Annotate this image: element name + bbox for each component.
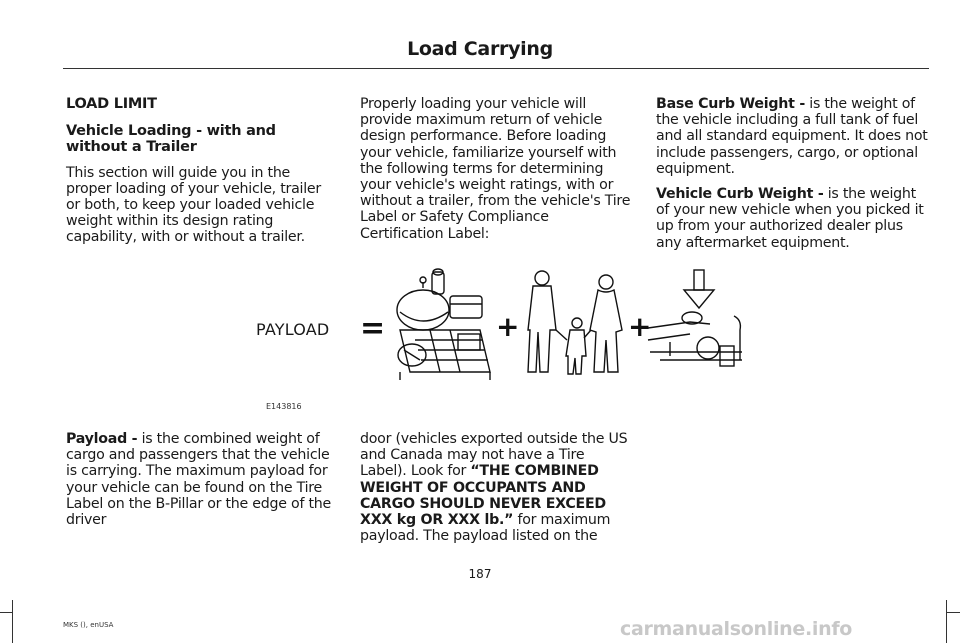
- continuation-text-a: door (vehicles exported outside the US and Canada may not have a Tire Label). Look for: [360, 431, 628, 480]
- base-curb-weight-term: Base Curb Weight -: [656, 96, 805, 112]
- column-3-top: [656, 96, 932, 260]
- column-2-bottom: [360, 431, 632, 553]
- column-2-top: [360, 96, 632, 251]
- column-1-top: [66, 96, 334, 255]
- base-curb-weight-text: is the weight of the vehicle including a full tank of fuel and all standard equipment. It does not include passengers, cargo, or optional equipment.: [656, 96, 928, 177]
- intro-paragraph: This section will guide you in the proper loading of your vehicle, trailer or both, to keep your loaded vehicle weight within its design rating capability, with or without a trailer.: [66, 164, 321, 246]
- combined-weight-warning: “THE COMBINED WEIGHT OF OCCUPANTS AND CARGO SHOULD NEVER EXCEED XXX kg OR XXX lb.”: [360, 463, 606, 529]
- payload-label: PAYLOAD: [256, 320, 330, 339]
- section-title: LOAD LIMIT: [66, 96, 157, 112]
- crop-mark-right-vertical: [946, 600, 947, 643]
- crop-mark-left-horizontal: [0, 612, 12, 613]
- payload-paragraph: [66, 431, 334, 528]
- payload-illustration: [250, 260, 750, 420]
- plus-sign-2: +: [628, 310, 652, 343]
- base-curb-weight-paragraph: [656, 96, 932, 177]
- continuation-text-b: for maximum payload. The payload listed on the: [360, 512, 611, 545]
- payload-figure: [250, 260, 750, 420]
- payload-continuation-paragraph: [360, 431, 632, 544]
- crop-mark-right-horizontal: [946, 612, 960, 613]
- subsection-title: Vehicle Loading - with and without a Trailer: [66, 123, 276, 156]
- vehicle-curb-weight-paragraph: [656, 186, 932, 251]
- cargo-icon: [397, 269, 490, 380]
- passengers-icon: [528, 271, 622, 374]
- header-rule: [63, 68, 929, 69]
- payload-text: is the combined weight of cargo and passengers that the vehicle is carrying. The maximum payload for your vehicle can be found on the Tire Label on the B-Pillar or the edge of the driver: [66, 431, 331, 529]
- page-number: 187: [468, 567, 492, 581]
- column-1-bottom: [66, 431, 334, 537]
- figure-code: E143816: [266, 402, 302, 411]
- page-header-title: Load Carrying: [407, 38, 553, 60]
- equals-sign: =: [360, 311, 386, 346]
- trailer-hitch-icon: [648, 270, 742, 366]
- loading-intro-paragraph: Properly loading your vehicle will provide maximum return of vehicle design performance. Before loading your vehicle, familiarize yourself with the following terms for determining your vehicle's weight ratings, with or without a trailer, from the vehicle's Tire Label or Safety Compliance Certification Label:: [360, 96, 631, 242]
- site-watermark: carmanualsonline.info: [620, 618, 853, 640]
- vehicle-curb-weight-term: Vehicle Curb Weight -: [656, 186, 824, 203]
- edition-code: MKS (), enUSA: [63, 621, 114, 629]
- crop-mark-left-vertical: [12, 600, 13, 643]
- payload-term: Payload -: [66, 431, 138, 447]
- vehicle-curb-weight-text: is the weight of your new vehicle when you picked it up from your authorized dealer plus any aftermarket equipment.: [656, 186, 924, 251]
- plus-sign-1: +: [496, 310, 520, 343]
